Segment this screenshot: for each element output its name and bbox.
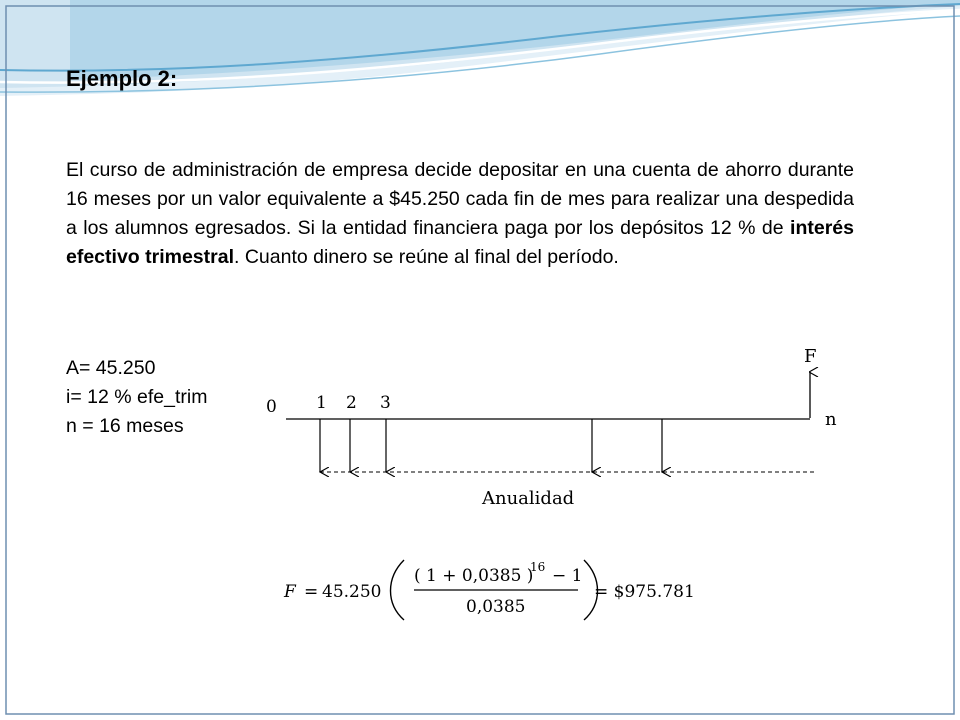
formula-numerator-tail: − 1 (552, 566, 583, 586)
formula-denominator: 0,0385 (466, 597, 526, 617)
period-label-3: 3 (380, 393, 391, 413)
given-values (66, 354, 207, 441)
problem-bold-term: interés efectivo trimestral (66, 217, 854, 268)
future-value-label: F (804, 346, 817, 367)
formula-result: = $975.781 (594, 582, 695, 602)
annuity-label: Anualidad (482, 488, 575, 509)
formula-lhs: 𝐹 (284, 582, 296, 602)
future-value-formula (282, 552, 722, 624)
given-rate: i= 12 % efe_trim (66, 386, 208, 408)
formula-left-paren (391, 560, 405, 620)
problem-text-end: . Cuanto dinero se reúne al final del período. (234, 246, 619, 268)
formula-equals: = (304, 582, 319, 602)
formula-numerator: ( 1 + 0,0385 ) (414, 566, 534, 586)
period-label-1: 1 (316, 393, 327, 413)
period-label-2: 2 (346, 393, 357, 413)
problem-statement (66, 156, 854, 272)
given-periods: n = 16 meses (66, 415, 184, 437)
period-label-0: 0 (266, 397, 277, 417)
problem-text-start: El curso de administración de empresa decide depositar en una cuenta de ahorro durante 16 meses por un valor equivalente a $45.250 cada fin de mes para realizar una despedida a los alumnos egresados. Si la entidad financiera paga por los depósitos 12 % de (66, 159, 854, 239)
formula-payment: 45.250 (322, 582, 382, 602)
cash-flow-diagram (258, 335, 838, 515)
given-payment: A= 45.250 (66, 357, 156, 379)
end-period-label: n (825, 409, 837, 430)
slide-title: Ejemplo 2: (66, 66, 178, 91)
formula-exponent: 16 (530, 560, 546, 574)
